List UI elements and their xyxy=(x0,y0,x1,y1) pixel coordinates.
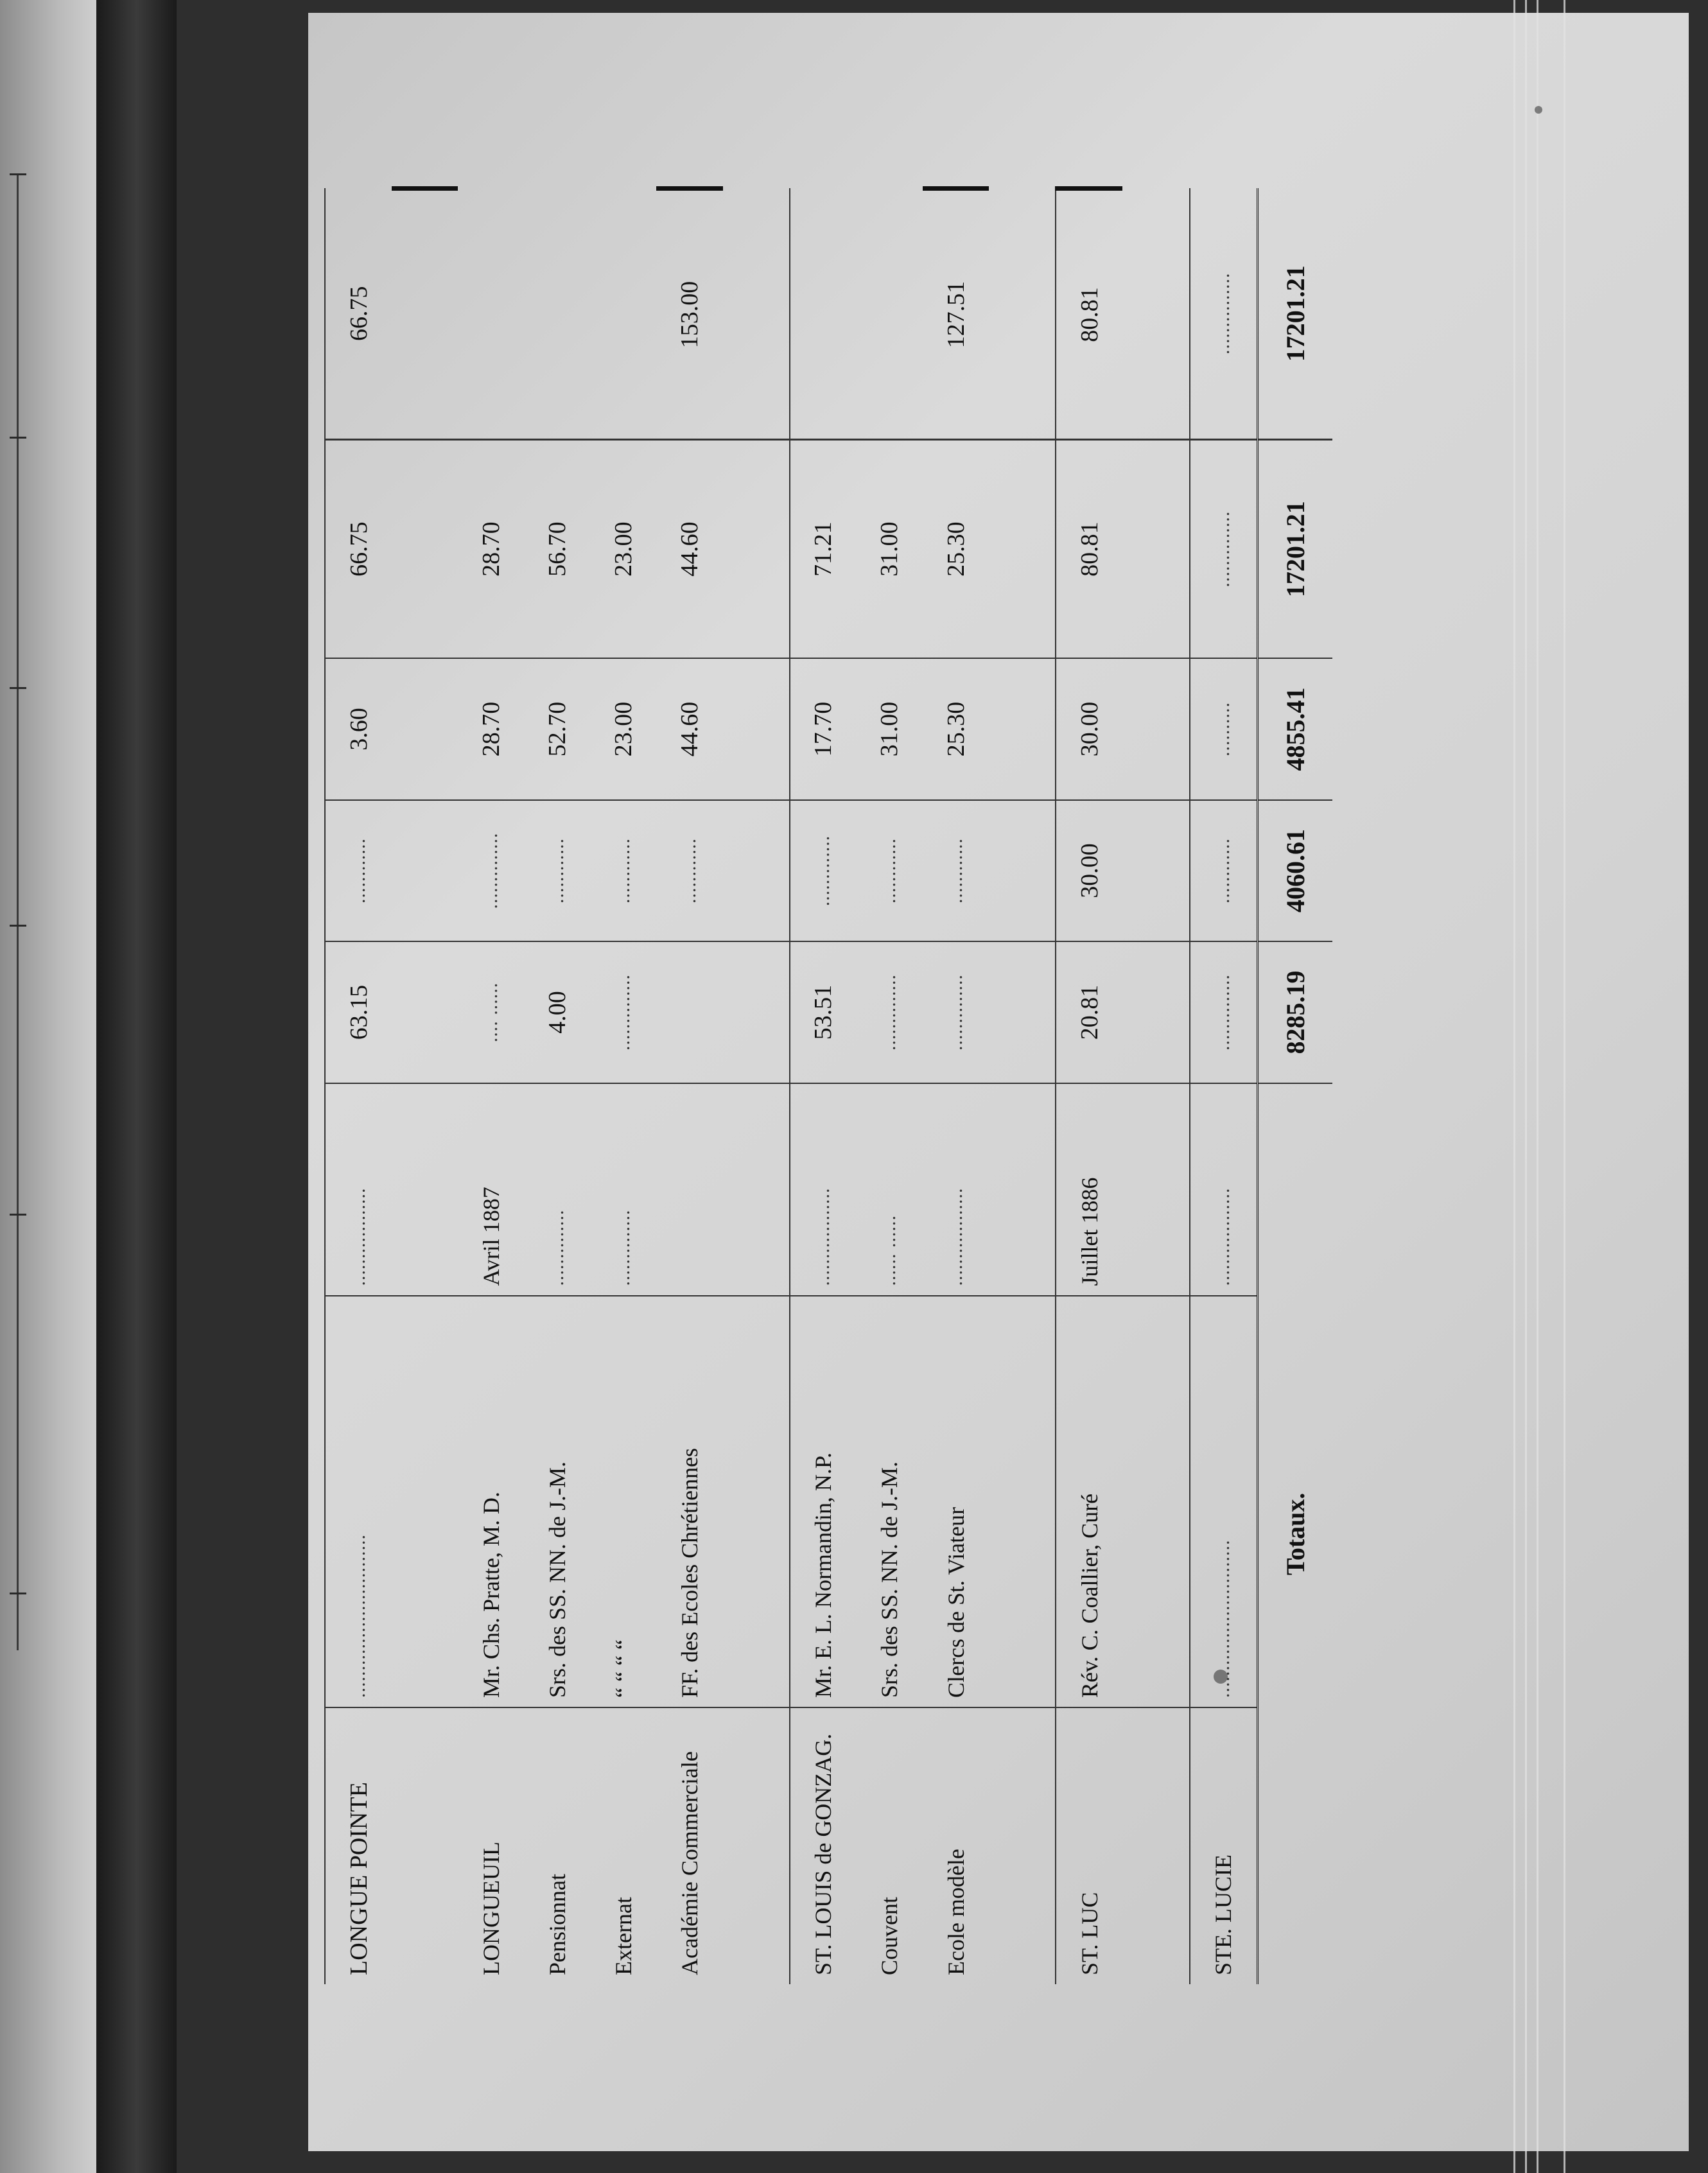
amount-cell: 20.81 xyxy=(1056,941,1122,1083)
totals-amount-cell: 17201.21 xyxy=(1258,439,1332,658)
totals-amount-cell: 8285.19 xyxy=(1258,941,1332,1083)
person-cell: Clercs de St. Viateur xyxy=(923,1296,989,1707)
amount-cell: ............ xyxy=(1190,800,1258,942)
amount-cell: .............. xyxy=(1190,439,1258,658)
amount-cell: .......... xyxy=(1190,658,1258,800)
date-cell xyxy=(1122,1083,1189,1296)
person-cell: FF. des Ecoles Chrétiennes xyxy=(656,1296,722,1707)
table-row xyxy=(1122,189,1189,1985)
amount-cell: ............ xyxy=(590,800,656,942)
left-page-column-rule xyxy=(17,173,19,1650)
amount-cell: 23.00 xyxy=(590,658,656,800)
page-edge-line xyxy=(1513,0,1515,2173)
date-cell: ...... ...... xyxy=(857,1083,923,1296)
left-page-tick xyxy=(10,925,26,927)
total-cell xyxy=(790,189,857,440)
parish-cell: Pensionnat xyxy=(544,1874,570,1975)
table-row xyxy=(1056,189,1122,1985)
person-cell: Srs. des SS. NN. de J.-M. xyxy=(857,1296,923,1707)
amount-cell: ............ xyxy=(325,800,392,942)
grand-total-cell: 17201.21 xyxy=(1258,189,1332,440)
rotated-ledger-table xyxy=(324,186,1332,1984)
parish-cell: STE. LUCIE xyxy=(1190,1707,1258,1984)
amount-cell: 56.70 xyxy=(524,439,590,658)
table-row xyxy=(458,189,524,1985)
date-cell: .............. xyxy=(524,1083,590,1296)
amount-cell xyxy=(392,439,458,658)
table-row xyxy=(590,189,656,1985)
table-row xyxy=(392,189,458,1985)
total-cell: ............... xyxy=(1190,189,1258,440)
totals-amount-cell: 4855.41 xyxy=(1258,658,1332,800)
total-cell xyxy=(989,189,1056,440)
amount-cell: 31.00 xyxy=(857,658,923,800)
parish-cell xyxy=(1122,1707,1189,1984)
amount-cell xyxy=(392,941,458,1083)
amount-cell: 80.81 xyxy=(1056,439,1122,658)
left-page-tick xyxy=(10,687,26,689)
amount-cell: 25.30 xyxy=(923,658,989,800)
date-cell: .................. xyxy=(923,1083,989,1296)
amount-cell: .............. xyxy=(458,800,524,942)
amount-cell: 52.70 xyxy=(524,658,590,800)
date-cell: .................. xyxy=(325,1083,392,1296)
date-cell xyxy=(723,1083,790,1296)
amount-cell xyxy=(723,941,790,1083)
parish-cell: Externat xyxy=(610,1897,636,1975)
parish-cell: ST. LOUIS de GONZAG. xyxy=(790,1707,857,1984)
amount-cell xyxy=(723,658,790,800)
total-cell xyxy=(392,189,458,440)
amount-cell: .............. xyxy=(923,941,989,1083)
amount-cell xyxy=(1122,800,1189,942)
amount-cell xyxy=(989,941,1056,1083)
amount-cell: ............ xyxy=(656,800,722,942)
total-cell xyxy=(524,189,590,440)
parish-cell: Couvent xyxy=(876,1897,903,1975)
amount-cell: 3.60 xyxy=(325,658,392,800)
date-cell: .................. xyxy=(1190,1083,1258,1296)
totals-label: Totaux. xyxy=(1258,1083,1332,1984)
amount-cell: 28.70 xyxy=(458,439,524,658)
date-cell xyxy=(392,1083,458,1296)
table-row xyxy=(656,189,722,1985)
date-cell: Avril 1887 xyxy=(458,1083,524,1296)
amount-cell: 53.51 xyxy=(790,941,857,1083)
date-cell: .............. xyxy=(590,1083,656,1296)
amount-cell xyxy=(1122,439,1189,658)
amount-cell: .............. xyxy=(590,941,656,1083)
amount-cell: 17.70 xyxy=(790,658,857,800)
left-page-tick xyxy=(10,1214,26,1216)
amount-cell xyxy=(392,800,458,942)
amount-cell: 4.00 xyxy=(524,941,590,1083)
amount-cell: ............ xyxy=(923,800,989,942)
amount-cell xyxy=(989,439,1056,658)
amount-cell xyxy=(723,439,790,658)
left-page-tick xyxy=(10,1593,26,1594)
person-cell: .............................. xyxy=(325,1296,392,1707)
table-row xyxy=(790,189,857,1985)
totals-amount-cell: 4060.61 xyxy=(1258,800,1332,942)
amount-cell xyxy=(989,658,1056,800)
total-cell: 127.51 xyxy=(923,189,989,440)
parish-cell: LONGUEUIL xyxy=(478,1842,504,1975)
person-cell xyxy=(989,1296,1056,1707)
person-cell: Mr. Chs. Pratte, M. D. xyxy=(458,1296,524,1707)
amount-cell xyxy=(1122,941,1189,1083)
book-gutter xyxy=(96,0,177,2173)
parish-cell: ST. LUC xyxy=(1056,1707,1122,1984)
amount-cell: 63.15 xyxy=(325,941,392,1083)
table-row xyxy=(923,189,989,1985)
parish-cell: Académie Commerciale xyxy=(676,1751,702,1975)
person-cell: Srs. des SS. NN. de J.-M. xyxy=(524,1296,590,1707)
ledger-body xyxy=(325,189,1332,1985)
amount-cell xyxy=(723,800,790,942)
total-cell xyxy=(723,189,790,440)
total-cell xyxy=(458,189,524,440)
amount-cell: 71.21 xyxy=(790,439,857,658)
total-cell: 153.00 xyxy=(656,189,722,440)
date-cell xyxy=(656,1083,722,1296)
amount-cell xyxy=(392,658,458,800)
total-cell xyxy=(1122,189,1189,440)
amount-cell: ............. xyxy=(790,800,857,942)
person-cell xyxy=(723,1296,790,1707)
amount-cell: ............ xyxy=(524,800,590,942)
left-page-tick xyxy=(10,173,26,175)
date-cell xyxy=(989,1083,1056,1296)
total-cell: 66.75 xyxy=(325,189,392,440)
amount-cell xyxy=(656,941,722,1083)
page-edge-line xyxy=(1537,0,1538,2173)
ledger-table xyxy=(324,186,1332,1984)
amount-cell: .............. xyxy=(857,941,923,1083)
total-cell xyxy=(857,189,923,440)
person-cell: Rév. C. Coallier, Curé xyxy=(1056,1296,1122,1707)
amount-cell: .............. xyxy=(1190,941,1258,1083)
parish-cell: LONGUE POINTE xyxy=(325,1707,392,1984)
table-row xyxy=(1190,189,1258,1985)
table-row xyxy=(723,189,790,1985)
amount-cell: ............ xyxy=(857,800,923,942)
amount-cell xyxy=(989,800,1056,942)
amount-cell: 44.60 xyxy=(656,439,722,658)
parish-cell: Ecole modèle xyxy=(943,1849,969,1975)
amount-cell: 25.30 xyxy=(923,439,989,658)
date-cell: .................. xyxy=(790,1083,857,1296)
person-cell: ............................. xyxy=(1190,1296,1258,1707)
amount-cell: 44.60 xyxy=(656,658,722,800)
amount-cell: .... ...... xyxy=(458,941,524,1083)
parish-cell xyxy=(723,1707,790,1984)
page-edge-line xyxy=(1564,0,1565,2173)
person-cell xyxy=(1122,1296,1189,1707)
table-row xyxy=(524,189,590,1985)
left-page-tick xyxy=(10,437,26,439)
table-row xyxy=(989,189,1056,1985)
page-edge-line xyxy=(1525,0,1527,2173)
amount-cell: 30.00 xyxy=(1056,658,1122,800)
person-cell: Mr. E. L. Normandin, N.P. xyxy=(790,1296,857,1707)
amount-cell: 30.00 xyxy=(1056,800,1122,942)
table-row xyxy=(325,189,392,1985)
parish-cell xyxy=(989,1707,1056,1984)
person-cell xyxy=(392,1296,458,1707)
parish-cell xyxy=(392,1707,458,1984)
amount-cell: 28.70 xyxy=(458,658,524,800)
amount-cell: 31.00 xyxy=(857,439,923,658)
total-cell: 80.81 xyxy=(1056,189,1122,440)
date-cell: Juillet 1886 xyxy=(1056,1083,1122,1296)
table-row xyxy=(857,189,923,1985)
amount-cell: 23.00 xyxy=(590,439,656,658)
amount-cell: 66.75 xyxy=(325,439,392,658)
ink-smudge xyxy=(1535,106,1542,114)
total-cell xyxy=(590,189,656,440)
amount-cell xyxy=(1122,658,1189,800)
person-cell: “ “ “ “ xyxy=(590,1296,656,1707)
left-page-edge xyxy=(0,0,96,2173)
totals-row xyxy=(1258,189,1332,1985)
